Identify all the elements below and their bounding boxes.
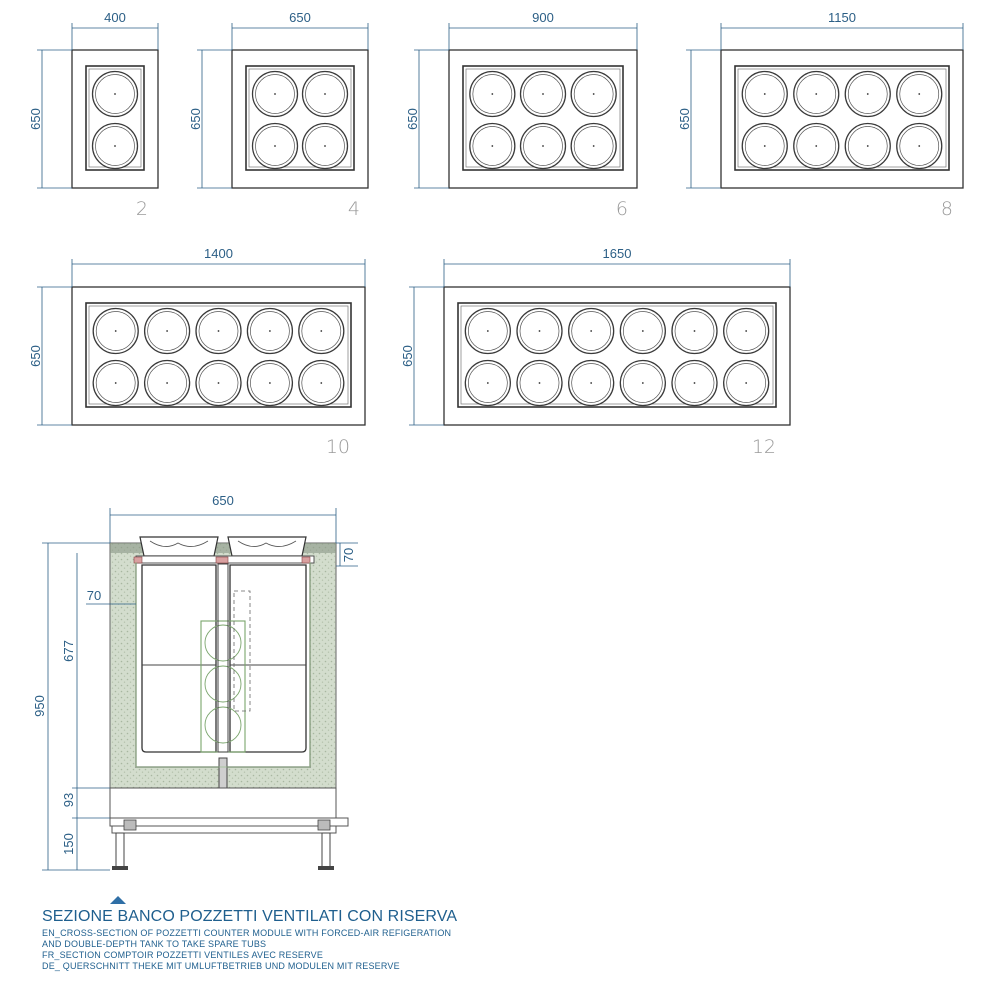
section-feet-label: 150 <box>61 833 76 855</box>
pozzetto-well <box>672 309 717 354</box>
module-count-label: 12 <box>751 436 776 458</box>
module-depth-label: 650 <box>28 345 43 367</box>
module-count-label: 8 <box>940 198 953 220</box>
pozzetto-well <box>724 309 769 354</box>
section-top-label: 70 <box>341 547 356 563</box>
modules-top-view <box>28 10 963 458</box>
pozzetto-well <box>247 309 292 354</box>
module-12 <box>400 246 790 458</box>
cross-section <box>110 537 348 870</box>
section-tank-label: 677 <box>61 640 76 662</box>
leg-left <box>116 833 124 869</box>
module-depth-label: 650 <box>28 108 43 130</box>
module-4 <box>188 10 368 220</box>
pozzetto-well <box>794 124 839 169</box>
pozzetto-well <box>299 309 344 354</box>
module-2 <box>28 10 158 220</box>
pozzetto-well <box>465 361 510 406</box>
module-width-label: 650 <box>289 10 311 25</box>
section-caption <box>42 908 457 972</box>
pozzetto-well <box>196 309 241 354</box>
pozzetto-well <box>93 124 138 169</box>
pozzetto-well <box>470 124 515 169</box>
module-width-label: 1150 <box>828 10 856 25</box>
pozzetto-well <box>145 361 190 406</box>
module-width-label: 400 <box>104 10 126 25</box>
pozzetto-well <box>303 124 348 169</box>
pozzetto-well <box>845 72 890 117</box>
base-frame <box>110 788 336 819</box>
pozzetto-well <box>742 72 787 117</box>
leg-right <box>322 833 330 869</box>
caption-line: EN_CROSS-SECTION OF POZZETTI COUNTER MODULE WITH FORCED-AIR REFIGERATION <box>42 928 452 938</box>
caption-line: FR_SECTION COMPTOIR POZZETTI VENTILES AVEC RESERVE <box>42 950 324 960</box>
caption-line: DE_ QUERSCHNITT THEKE MIT UMLUFTBETRIEB UND MODULEN MIT RESERVE <box>42 961 400 971</box>
pozzetto-well <box>253 124 298 169</box>
pozzetto-well <box>724 361 769 406</box>
pozzetto-well <box>93 361 138 406</box>
pozzetto-well <box>145 309 190 354</box>
section-marker-icon <box>110 896 126 904</box>
pozzetto-well <box>897 124 942 169</box>
pozzetto-well <box>253 72 298 117</box>
module-depth-label: 650 <box>400 345 415 367</box>
pozzetto-well <box>303 72 348 117</box>
pozzetto-well <box>571 124 616 169</box>
pozzetto-well <box>569 361 614 406</box>
module-count-label: 4 <box>347 198 360 220</box>
pozzetto-well <box>517 309 562 354</box>
section-base-label: 93 <box>61 792 76 808</box>
pozzetto-well <box>196 361 241 406</box>
pozzetto-well <box>620 361 665 406</box>
module-count-label: 2 <box>135 198 148 220</box>
pozzetto-well <box>742 124 787 169</box>
module-count-label: 6 <box>615 198 628 220</box>
pozzetto-well <box>521 124 566 169</box>
pozzetto-well <box>465 309 510 354</box>
pozzetto-well <box>620 309 665 354</box>
pozzetto-well <box>571 72 616 117</box>
module-depth-label: 650 <box>188 108 203 130</box>
pozzetto-well <box>672 361 717 406</box>
module-8 <box>677 10 963 220</box>
module-count-label: 10 <box>325 436 350 458</box>
pozzetto-well <box>845 124 890 169</box>
caption-line: AND DOUBLE-DEPTH TANK TO TAKE SPARE TUBS <box>42 939 267 949</box>
pozzetto-well <box>93 309 138 354</box>
section-height-label: 950 <box>32 695 47 717</box>
pozzetto-well <box>569 309 614 354</box>
lid-left <box>140 537 218 556</box>
lid-right <box>228 537 306 556</box>
module-width-label: 900 <box>532 10 554 25</box>
pozzetto-well <box>517 361 562 406</box>
module-width-label: 1400 <box>204 246 233 261</box>
pozzetto-well <box>794 72 839 117</box>
pozzetto-well <box>247 361 292 406</box>
pozzetto-well <box>521 72 566 117</box>
module-10 <box>28 246 365 458</box>
pozzetto-well <box>93 72 138 117</box>
module-width-label: 1650 <box>602 246 632 261</box>
module-6 <box>405 10 637 220</box>
pozzetto-well <box>299 361 344 406</box>
caption-title: SEZIONE BANCO POZZETTI VENTILATI CON RISERVA <box>42 908 458 925</box>
pozzetto-well <box>470 72 515 117</box>
module-depth-label: 650 <box>677 108 692 130</box>
module-depth-label: 650 <box>405 108 420 130</box>
section-wall-label: 70 <box>86 588 102 603</box>
section-width-label: 650 <box>212 493 234 508</box>
pozzetto-well <box>897 72 942 117</box>
